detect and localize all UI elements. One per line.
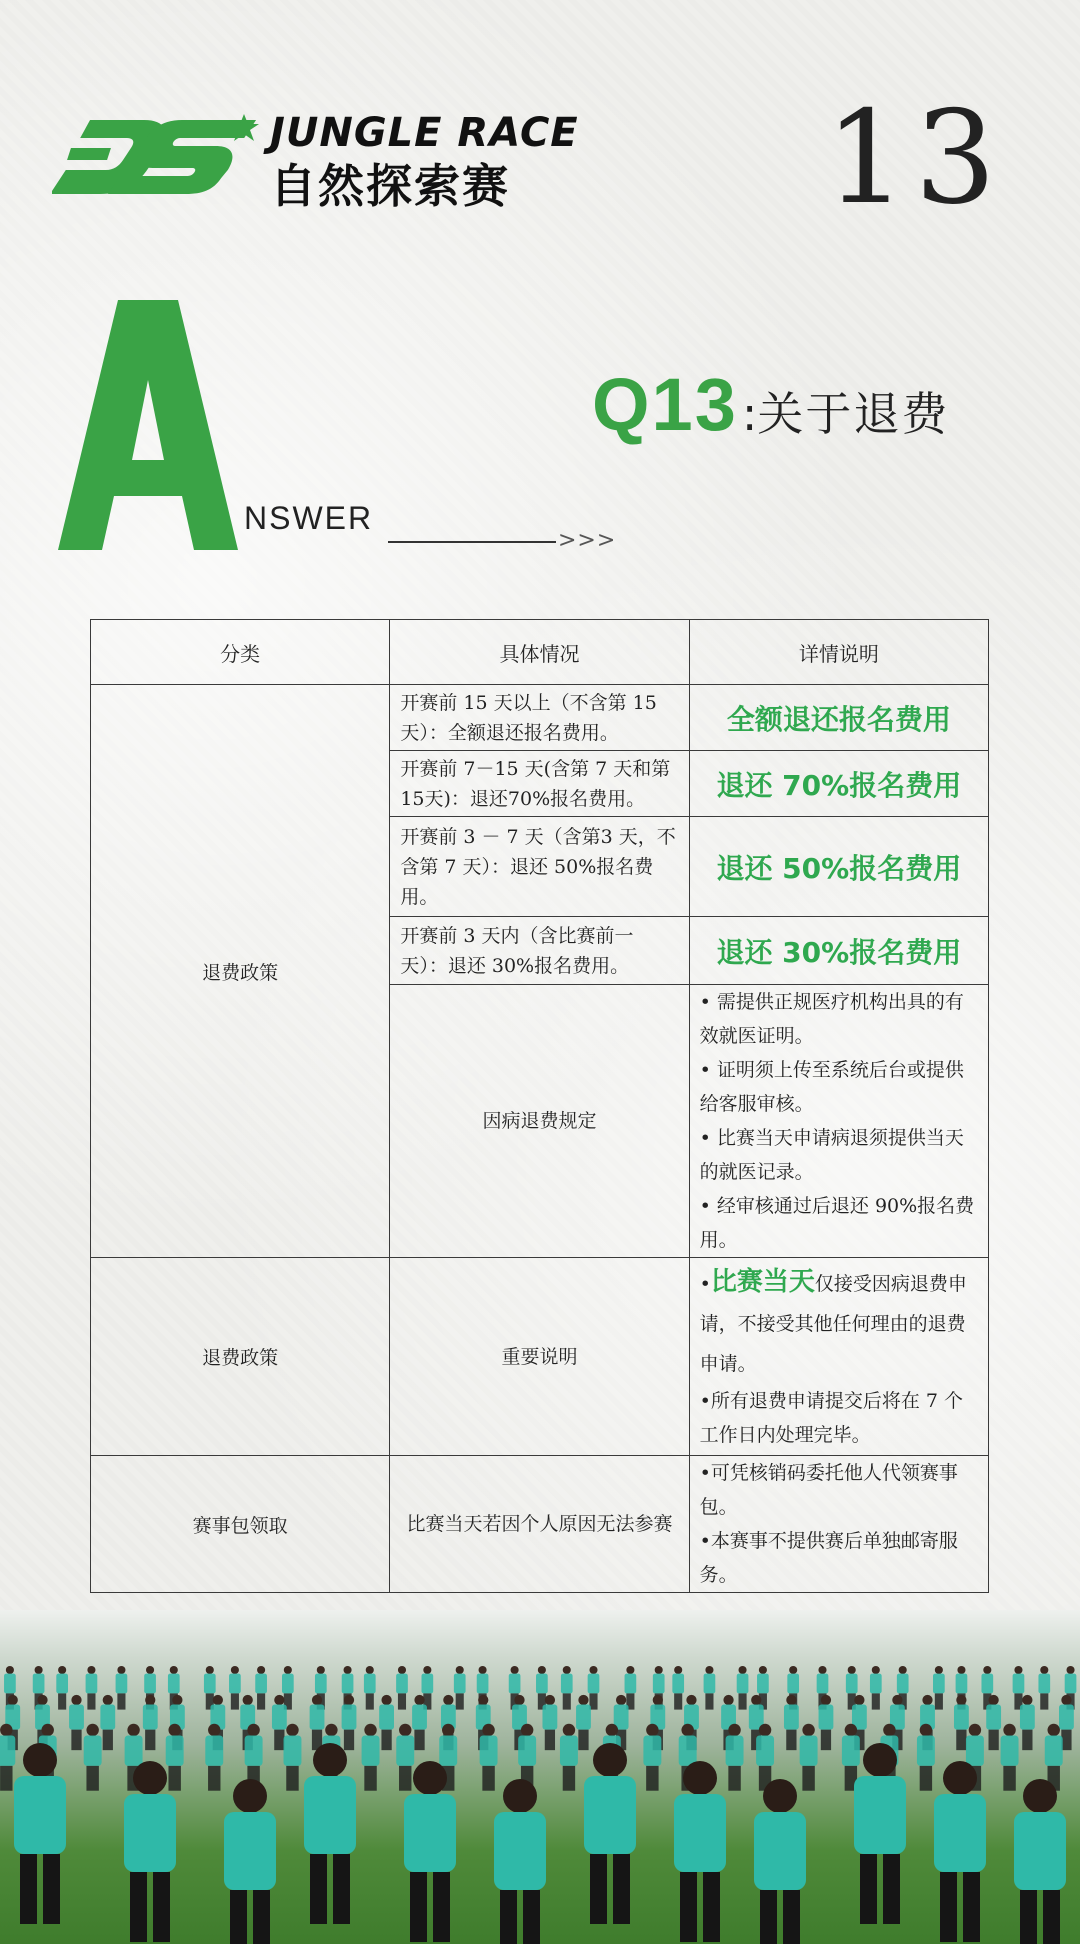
- crowd-photo: [0, 1610, 1080, 1944]
- table-header-category: 分类: [91, 620, 390, 685]
- list-item: [700, 1262, 978, 1384]
- list-item: •所有退费申请提交后将在 7 个工作日内处理完毕。: [699, 1389, 964, 1446]
- crowd-illustration: [0, 1610, 1080, 1944]
- list-item: •本赛事不提供赛后单独邮寄服务。: [699, 1530, 958, 1586]
- table-row: [91, 1456, 989, 1593]
- page-number: 13: [825, 84, 1004, 233]
- question-title: [592, 362, 949, 447]
- table-header-row: [91, 620, 989, 685]
- refund-policy-table: [90, 619, 989, 1593]
- ds-logo-mark-icon: [52, 114, 262, 200]
- list-item: • 比赛当天申请病退须提供当天的就医记录。: [699, 1127, 964, 1183]
- category-cell-refund: 退费政策: [91, 685, 390, 1258]
- jungle-race-logo: [52, 110, 612, 213]
- list-item: • 经审核通过后退还 90%报名费用。: [699, 1195, 975, 1251]
- situation-cell-important: 重要说明: [390, 1258, 689, 1456]
- situation-cell: 开赛前 7－15 天(含第 7 天和第15天)：退还70%报名费用。: [390, 751, 689, 817]
- table-row: [91, 1258, 989, 1456]
- situation-cell-kit: 比赛当天若因个人原因无法参赛: [390, 1456, 689, 1593]
- detail-cell-illness: [689, 985, 988, 1258]
- table-header-detail: 详情说明: [689, 620, 988, 685]
- highlight-text: 比赛当天: [710, 1266, 815, 1297]
- situation-cell-illness: 因病退费规定: [390, 985, 689, 1258]
- bullet-text: 仅接受因病退费申请，不接受其他任何理由的退费申请。: [699, 1272, 967, 1375]
- list-item: •可凭核销码委托他人代领赛事包。: [699, 1462, 958, 1518]
- answer-arrows-icon: >>>: [558, 528, 617, 553]
- answer-underline: [388, 541, 556, 543]
- question-text: 关于退费: [757, 387, 950, 441]
- detail-highlight-cell: 退还 70%报名费用: [689, 751, 988, 817]
- logo-english-text: JUNGLE RACE: [270, 110, 579, 156]
- category-cell-kit: 赛事包领取: [91, 1456, 390, 1593]
- detail-cell-kit: [689, 1456, 988, 1593]
- situation-cell: 开赛前 15 天以上（不含第 15 天）：全额退还报名费用。: [390, 685, 689, 751]
- category-cell-refund-important: 退费政策: [91, 1258, 390, 1456]
- detail-highlight-cell: 退还 30%报名费用: [689, 917, 988, 985]
- list-item: • 证明须上传至系统后台或提供给客服审核。: [699, 1059, 964, 1115]
- detail-cell-important: [689, 1258, 988, 1456]
- table-header-situation: 具体情况: [390, 620, 689, 685]
- situation-cell: 开赛前 3 － 7 天（含第3 天，不含第 7 天）：退还 50%报名费用。: [390, 817, 689, 917]
- detail-highlight-cell: 全额退还报名费用: [689, 685, 988, 751]
- answer-label: NSWER: [244, 500, 374, 536]
- bullet-marker: •: [699, 1272, 711, 1295]
- list-item: • 需提供正规医疗机构出具的有效就医证明。: [699, 991, 964, 1047]
- question-code: Q13: [592, 363, 738, 446]
- logo-chinese-text: 自然探索赛: [270, 159, 510, 213]
- answer-big-letter-a: [58, 300, 238, 550]
- situation-cell: 开赛前 3 天内（含比赛前一天）：退还 30%报名费用。: [390, 917, 689, 985]
- detail-highlight-cell: 退还 50%报名费用: [689, 817, 988, 917]
- table-row: [91, 685, 989, 751]
- question-colon: :: [741, 387, 758, 441]
